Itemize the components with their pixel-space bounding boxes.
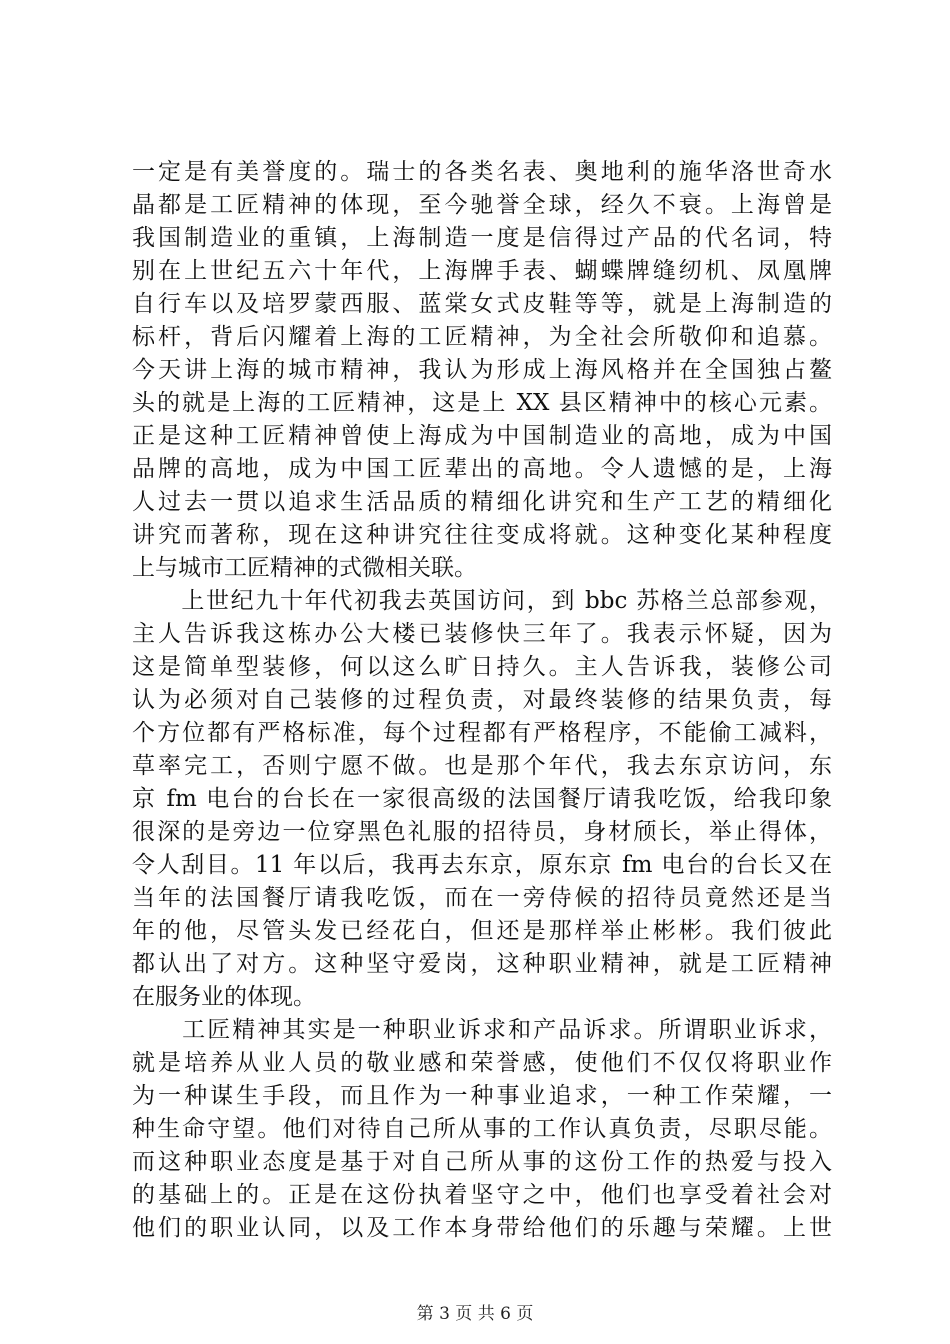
text-line: 上世纪九十年代初我去英国访问，到 bbc 苏格兰总部参观，: [132, 588, 832, 614]
text-line: 今天讲上海的城市精神，我认为形成上海风格并在全国独占鳌: [132, 357, 832, 383]
text-line: 当年的法国餐厅请我吃饭，而在一旁侍候的招待员竟然还是当: [132, 885, 832, 911]
text-line: 令人刮目。11 年以后，我再去东京，原东京 fm 电台的台长又在: [132, 852, 832, 878]
text-line: 年的他，尽管头发已经花白，但还是那样举止彬彬。我们彼此: [132, 918, 832, 944]
text-line: 在服务业的体现。: [132, 984, 316, 1010]
text-line: 标杆，背后闪耀着上海的工匠精神，为全社会所敬仰和追慕。: [132, 324, 832, 350]
text-line: 主人告诉我这栋办公大楼已装修快三年了。我表示怀疑，因为: [132, 621, 832, 647]
text-line: 草率完工，否则宁愿不做。也是那个年代，我去东京访问，东: [132, 753, 832, 779]
text-line: 品牌的高地，成为中国工匠辈出的高地。令人遗憾的是，上海: [132, 456, 832, 482]
text-line: 讲究而著称，现在这种讲究往往变成将就。这种变化某种程度: [132, 522, 832, 548]
text-line: 这是简单型装修，何以这么旷日持久。主人告诉我，装修公司: [132, 654, 832, 680]
text-line: 就是培养从业人员的敬业感和荣誉感，使他们不仅仅将职业作: [132, 1050, 832, 1076]
text-line: 人过去一贯以追求生活品质的精细化讲究和生产工艺的精细化: [132, 489, 832, 515]
text-line: 都认出了对方。这种坚守爱岗，这种职业精神，就是工匠精神: [132, 951, 832, 977]
text-line: 工匠精神其实是一种职业诉求和产品诉求。所谓职业诉求，: [132, 1017, 832, 1043]
text-line: 自行车以及培罗蒙西服、蓝棠女式皮鞋等等，就是上海制造的: [132, 291, 832, 317]
text-line: 为一种谋生手段，而且作为一种事业追求，一种工作荣耀，一: [132, 1083, 832, 1109]
text-line: 别在上世纪五六十年代，上海牌手表、蝴蝶牌缝纫机、凤凰牌: [132, 258, 832, 284]
text-line: 晶都是工匠精神的体现，至今驰誉全球，经久不衰。上海曾是: [132, 192, 832, 218]
text-line: 个方位都有严格标准，每个过程都有严格程序，不能偷工减料，: [132, 720, 832, 746]
text-line: 我国制造业的重镇，上海制造一度是信得过产品的代名词，特: [132, 225, 832, 251]
text-line: 种生命守望。他们对待自己所从事的工作认真负责，尽职尽能。: [132, 1116, 832, 1142]
text-line: 上与城市工匠精神的式微相关联。: [132, 555, 477, 581]
text-line: 很深的是旁边一位穿黑色礼服的招待员，身材颀长，举止得体，: [132, 819, 832, 845]
text-line: 头的就是上海的工匠精神，这是上 XX 县区精神中的核心元素。: [132, 390, 832, 416]
text-line: 认为必须对自己装修的过程负责，对最终装修的结果负责，每: [132, 687, 832, 713]
text-line: 京 fm 电台的台长在一家很高级的法国餐厅请我吃饭，给我印象: [132, 786, 832, 812]
text-line: 正是这种工匠精神曾使上海成为中国制造业的高地，成为中国: [132, 423, 832, 449]
text-line: 而这种职业态度是基于对自己所从事的这份工作的热爱与投入: [132, 1149, 832, 1175]
text-line: 一定是有美誉度的。瑞士的各类名表、奥地利的施华洛世奇水: [132, 159, 832, 185]
text-line: 他们的职业认同，以及工作本身带给他们的乐趣与荣耀。上世: [132, 1215, 832, 1241]
page-footer: 第 3 页 共 6 页: [416, 1304, 534, 1324]
text-line: 的基础上的。正是在这份执着坚守之中，他们也享受着社会对: [132, 1182, 832, 1208]
